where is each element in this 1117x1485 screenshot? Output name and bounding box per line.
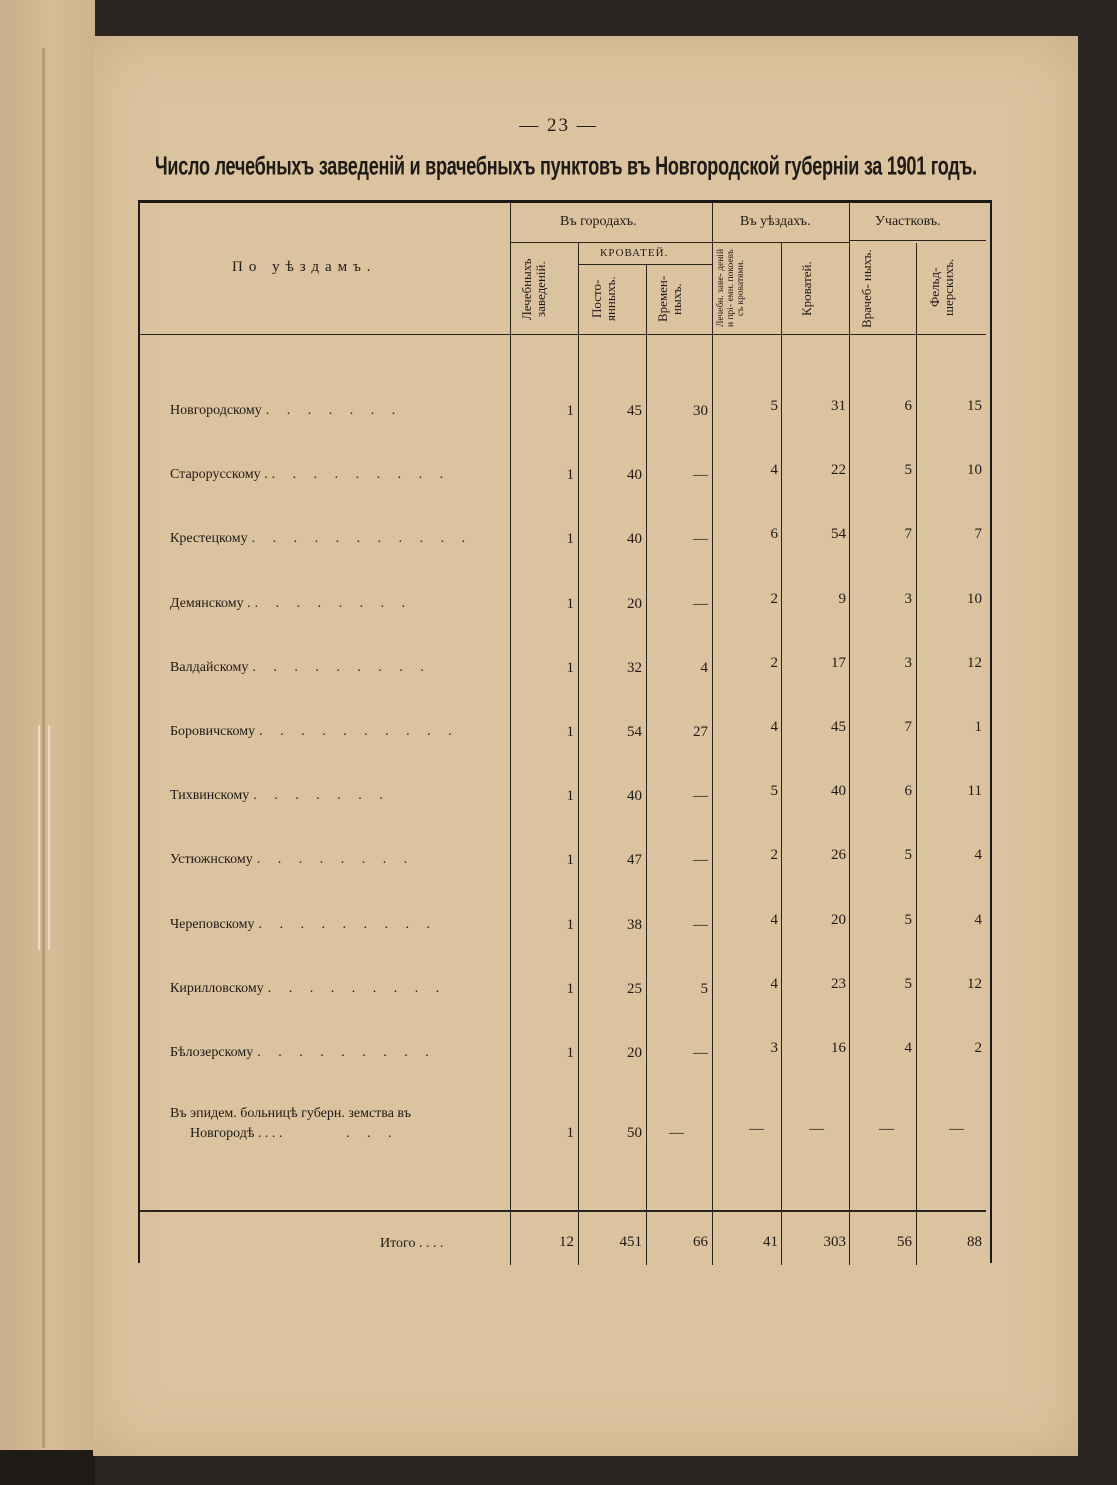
epidemic-temp: — bbox=[669, 1125, 684, 1141]
cell-med: 5 bbox=[904, 462, 912, 478]
epidemic-inst: 1 bbox=[566, 1125, 574, 1141]
cell-med: 4 bbox=[904, 1040, 912, 1056]
cell-inst: 1 bbox=[566, 596, 574, 612]
header-sections: Участковъ. bbox=[875, 214, 941, 229]
leader-dots: . . . . . . . . . bbox=[271, 467, 451, 482]
table-row-label bbox=[170, 724, 459, 740]
table-row-label bbox=[170, 1045, 436, 1061]
cell-dbeds: 16 bbox=[831, 1040, 846, 1056]
header-sub-line-sections bbox=[849, 240, 986, 241]
cell-perm: 40 bbox=[627, 531, 642, 547]
total-dinst: 41 bbox=[763, 1234, 778, 1250]
cell-temp: — bbox=[693, 917, 708, 933]
left-shadow bbox=[0, 1450, 95, 1485]
page-number: — 23 — bbox=[519, 115, 598, 136]
cell-dbeds: 26 bbox=[831, 847, 846, 863]
table-row-label bbox=[170, 596, 412, 612]
cell-perm: 40 bbox=[627, 467, 642, 483]
cell-perm: 54 bbox=[627, 724, 642, 740]
header-permanent: Посто- янныхъ. bbox=[589, 276, 618, 322]
cell-perm: 20 bbox=[627, 1045, 642, 1061]
cell-feld: 4 bbox=[974, 912, 982, 928]
leader-dots: . . . . . . . . . bbox=[258, 917, 437, 932]
col-line-5 bbox=[781, 243, 782, 1265]
district-name: Старорусскому . bbox=[170, 467, 268, 482]
cell-med: 5 bbox=[904, 912, 912, 928]
cell-med: 6 bbox=[904, 783, 912, 799]
epidemic-feld: — bbox=[949, 1121, 964, 1137]
cell-feld: 4 bbox=[974, 847, 982, 863]
cell-perm: 25 bbox=[627, 981, 642, 997]
cell-temp: — bbox=[693, 1045, 708, 1061]
table-row-label bbox=[170, 531, 472, 547]
total-separator-line bbox=[140, 1210, 986, 1212]
district-name: Тихвинскому bbox=[170, 788, 250, 803]
cell-temp: 4 bbox=[700, 660, 708, 676]
table-row-label bbox=[170, 788, 390, 804]
cell-med: 6 bbox=[904, 398, 912, 414]
cell-temp: — bbox=[693, 531, 708, 547]
page-title-text: Число лечебныхъ заведенiй и врачебныхъ пунктовъ въ Новгородской губернiи за 1901 годъ. bbox=[155, 152, 977, 181]
cell-temp: 27 bbox=[693, 724, 708, 740]
leader-dots: . . . . . . . . bbox=[254, 596, 413, 611]
col-line-2 bbox=[578, 243, 579, 1265]
cell-dbeds: 17 bbox=[831, 655, 846, 671]
cell-perm: 40 bbox=[627, 788, 642, 804]
cell-dinst: 3 bbox=[770, 1040, 778, 1056]
epidemic-row-city: Новгородѣ . . . . bbox=[190, 1126, 283, 1141]
district-name: Череповскому bbox=[170, 917, 255, 932]
cell-dinst: 4 bbox=[770, 976, 778, 992]
cell-inst: 1 bbox=[566, 531, 574, 547]
cell-dbeds: 20 bbox=[831, 912, 846, 928]
leader-dots: . . . . . . . . . . . bbox=[251, 531, 473, 546]
cell-dinst: 2 bbox=[770, 655, 778, 671]
district-name: Бѣлозерскому bbox=[170, 1045, 254, 1060]
col-line-1 bbox=[510, 203, 511, 1265]
header-in-districts: Въ уѣздахъ. bbox=[740, 214, 811, 229]
leader-dots: . . . . . . . bbox=[253, 788, 390, 803]
district-name: Кирилловскому bbox=[170, 981, 264, 996]
page-title bbox=[155, 152, 975, 182]
cell-med: 3 bbox=[904, 591, 912, 607]
cell-dbeds: 22 bbox=[831, 462, 846, 478]
cell-med: 7 bbox=[904, 526, 912, 542]
table-row-label bbox=[170, 403, 402, 419]
leader-dots: . . . . . . . bbox=[265, 403, 403, 418]
cell-dinst: 6 bbox=[770, 526, 778, 542]
total-med: 56 bbox=[897, 1234, 912, 1250]
cell-feld: 12 bbox=[967, 976, 982, 992]
cell-inst: 1 bbox=[566, 724, 574, 740]
district-name: Крестецкому bbox=[170, 531, 248, 546]
total-inst: 12 bbox=[559, 1234, 574, 1250]
total-feld: 88 bbox=[967, 1234, 982, 1250]
epidemic-med: — bbox=[879, 1121, 894, 1137]
header-in-cities: Въ городахъ. bbox=[560, 214, 637, 229]
epidemic-dbeds: — bbox=[809, 1121, 824, 1137]
leader-dots: . . . . . . . . . . bbox=[259, 724, 459, 739]
cell-temp: 5 bbox=[700, 981, 708, 997]
cell-dinst: 4 bbox=[770, 462, 778, 478]
header-institutions: Лечебныхъ заведенiй. bbox=[519, 258, 548, 320]
cell-dbeds: 45 bbox=[831, 719, 846, 735]
district-name: Новгородскому bbox=[170, 403, 262, 418]
cell-feld: 1 bbox=[974, 719, 982, 735]
header-bottom-line bbox=[140, 334, 986, 335]
col-line-7 bbox=[916, 243, 917, 1265]
col-line-4 bbox=[712, 203, 713, 1265]
epidemic-dinst: — bbox=[749, 1121, 764, 1137]
cell-inst: 1 bbox=[566, 917, 574, 933]
cell-feld: 15 bbox=[967, 398, 982, 414]
district-name: Валдайскому bbox=[170, 660, 249, 675]
cell-temp: 30 bbox=[693, 403, 708, 419]
header-beds-line bbox=[578, 264, 712, 265]
table-row-label bbox=[170, 981, 446, 997]
cell-inst: 1 bbox=[566, 981, 574, 997]
cell-feld: 2 bbox=[974, 1040, 982, 1056]
cell-med: 7 bbox=[904, 719, 912, 735]
cell-dinst: 2 bbox=[770, 847, 778, 863]
district-name: Боровичскому bbox=[170, 724, 256, 739]
cell-dinst: 2 bbox=[770, 591, 778, 607]
table-row-label bbox=[170, 660, 431, 676]
leader-dots: . . . . . . . . . bbox=[252, 660, 431, 675]
epidemic-row-dots: . . . bbox=[345, 1126, 399, 1141]
header-beds: КРОВАТЕЙ. bbox=[600, 247, 669, 259]
cell-temp: — bbox=[693, 852, 708, 868]
binding-thread bbox=[38, 725, 50, 950]
total-perm: 451 bbox=[619, 1234, 642, 1250]
header-medical: Врачеб- ныхъ. bbox=[859, 249, 874, 329]
header-district: По уѣздамъ. bbox=[232, 259, 377, 275]
cell-dbeds: 23 bbox=[831, 976, 846, 992]
epidemic-perm: 50 bbox=[627, 1125, 642, 1141]
total-temp: 66 bbox=[693, 1234, 708, 1250]
cell-dbeds: 40 bbox=[831, 783, 846, 799]
cell-med: 5 bbox=[904, 976, 912, 992]
header-sub-line-cities bbox=[510, 242, 712, 243]
cell-feld: 12 bbox=[967, 655, 982, 671]
cell-inst: 1 bbox=[566, 852, 574, 868]
cell-dbeds: 31 bbox=[831, 398, 846, 414]
table-row-label bbox=[170, 467, 450, 483]
cell-temp: — bbox=[693, 596, 708, 612]
col-line-6 bbox=[849, 203, 850, 1265]
cell-med: 3 bbox=[904, 655, 912, 671]
header-temporary: Времен- ныхъ. bbox=[655, 275, 684, 323]
cell-perm: 32 bbox=[627, 660, 642, 676]
col-line-3 bbox=[646, 265, 647, 1265]
cell-inst: 1 bbox=[566, 467, 574, 483]
total-dbeds: 303 bbox=[823, 1234, 846, 1250]
epidemic-row-line2 bbox=[190, 1126, 398, 1142]
cell-perm: 38 bbox=[627, 917, 642, 933]
leader-dots: . . . . . . . . . bbox=[257, 1045, 436, 1060]
district-name: Устюжнскому bbox=[170, 852, 253, 867]
leader-dots: . . . . . . . . bbox=[256, 852, 415, 867]
cell-feld: 10 bbox=[967, 591, 982, 607]
cell-dinst: 4 bbox=[770, 912, 778, 928]
cell-feld: 10 bbox=[967, 462, 982, 478]
cell-feld: 11 bbox=[967, 783, 982, 799]
header-district-beds: Кроватей. bbox=[799, 261, 814, 317]
cell-temp: — bbox=[693, 788, 708, 804]
district-name: Демянскому . bbox=[170, 596, 251, 611]
cell-dinst: 5 bbox=[770, 783, 778, 799]
cell-feld: 7 bbox=[974, 526, 982, 542]
cell-inst: 1 bbox=[566, 788, 574, 804]
cell-inst: 1 bbox=[566, 660, 574, 676]
cell-inst: 1 bbox=[566, 403, 574, 419]
table-row-label bbox=[170, 852, 414, 868]
cell-dinst: 5 bbox=[770, 398, 778, 414]
table-row-label bbox=[170, 917, 437, 933]
cell-perm: 20 bbox=[627, 596, 642, 612]
cell-dbeds: 54 bbox=[831, 526, 846, 542]
cell-inst: 1 bbox=[566, 1045, 574, 1061]
cell-med: 5 bbox=[904, 847, 912, 863]
cell-dbeds: 9 bbox=[838, 591, 846, 607]
total-label: Итого . . . . bbox=[380, 1236, 444, 1251]
cell-perm: 47 bbox=[627, 852, 642, 868]
header-sub-line-districts bbox=[712, 242, 849, 243]
leader-dots: . . . . . . . . . bbox=[267, 981, 447, 996]
cell-temp: — bbox=[693, 467, 708, 483]
header-feldsher: Фельд- шерскихъ. bbox=[927, 258, 956, 316]
header-inst-with-beds: Лечебн. заве- денiй и прi- емн. покоевъ съ кроватями. bbox=[716, 248, 746, 328]
cell-perm: 45 bbox=[627, 403, 642, 419]
cell-dinst: 4 bbox=[770, 719, 778, 735]
epidemic-row-line1: Въ эпидем. больницѣ губерн. земства въ bbox=[170, 1106, 411, 1121]
